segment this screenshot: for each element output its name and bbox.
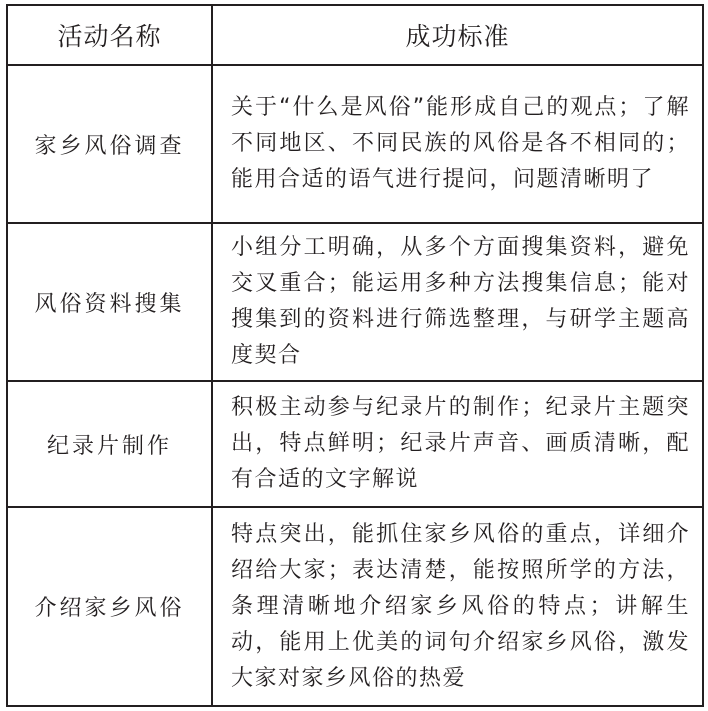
criteria-cell: 关于“什么是风俗”能形成自己的观点；了解不同地区、不同民族的风俗是各不相同的；能用合适的语气进行提问，问题清晰明了: [212, 65, 703, 223]
activity-name-cell: 家乡风俗调查: [7, 65, 212, 223]
success-criteria-header: 成功标准: [212, 5, 703, 65]
activity-name-cell: 纪录片制作: [7, 381, 212, 507]
table-row: [7, 381, 703, 507]
table-row: [7, 65, 703, 223]
table-row: [7, 223, 703, 381]
success-criteria-table: [6, 4, 704, 707]
criteria-cell: 积极主动参与纪录片的制作；纪录片主题突出，特点鲜明；纪录片声音、画质清晰，配有合适的文字解说: [212, 381, 703, 507]
activity-name-cell: 风俗资料搜集: [7, 223, 212, 381]
activity-name-cell: 介绍家乡风俗: [7, 507, 212, 706]
table-row: [7, 507, 703, 706]
table-header-row: [7, 5, 703, 65]
activity-name-header: 活动名称: [7, 5, 212, 65]
criteria-cell: 小组分工明确，从多个方面搜集资料，避免交叉重合；能运用多种方法搜集信息；能对搜集到的资料进行筛选整理，与研学主题高度契合: [212, 223, 703, 381]
criteria-cell: 特点突出，能抓住家乡风俗的重点，详细介绍给大家；表达清楚，能按照所学的方法，条理清晰地介绍家乡风俗的特点；讲解生动，能用上优美的词句介绍家乡风俗，激发大家对家乡风俗的热爱: [212, 507, 703, 706]
